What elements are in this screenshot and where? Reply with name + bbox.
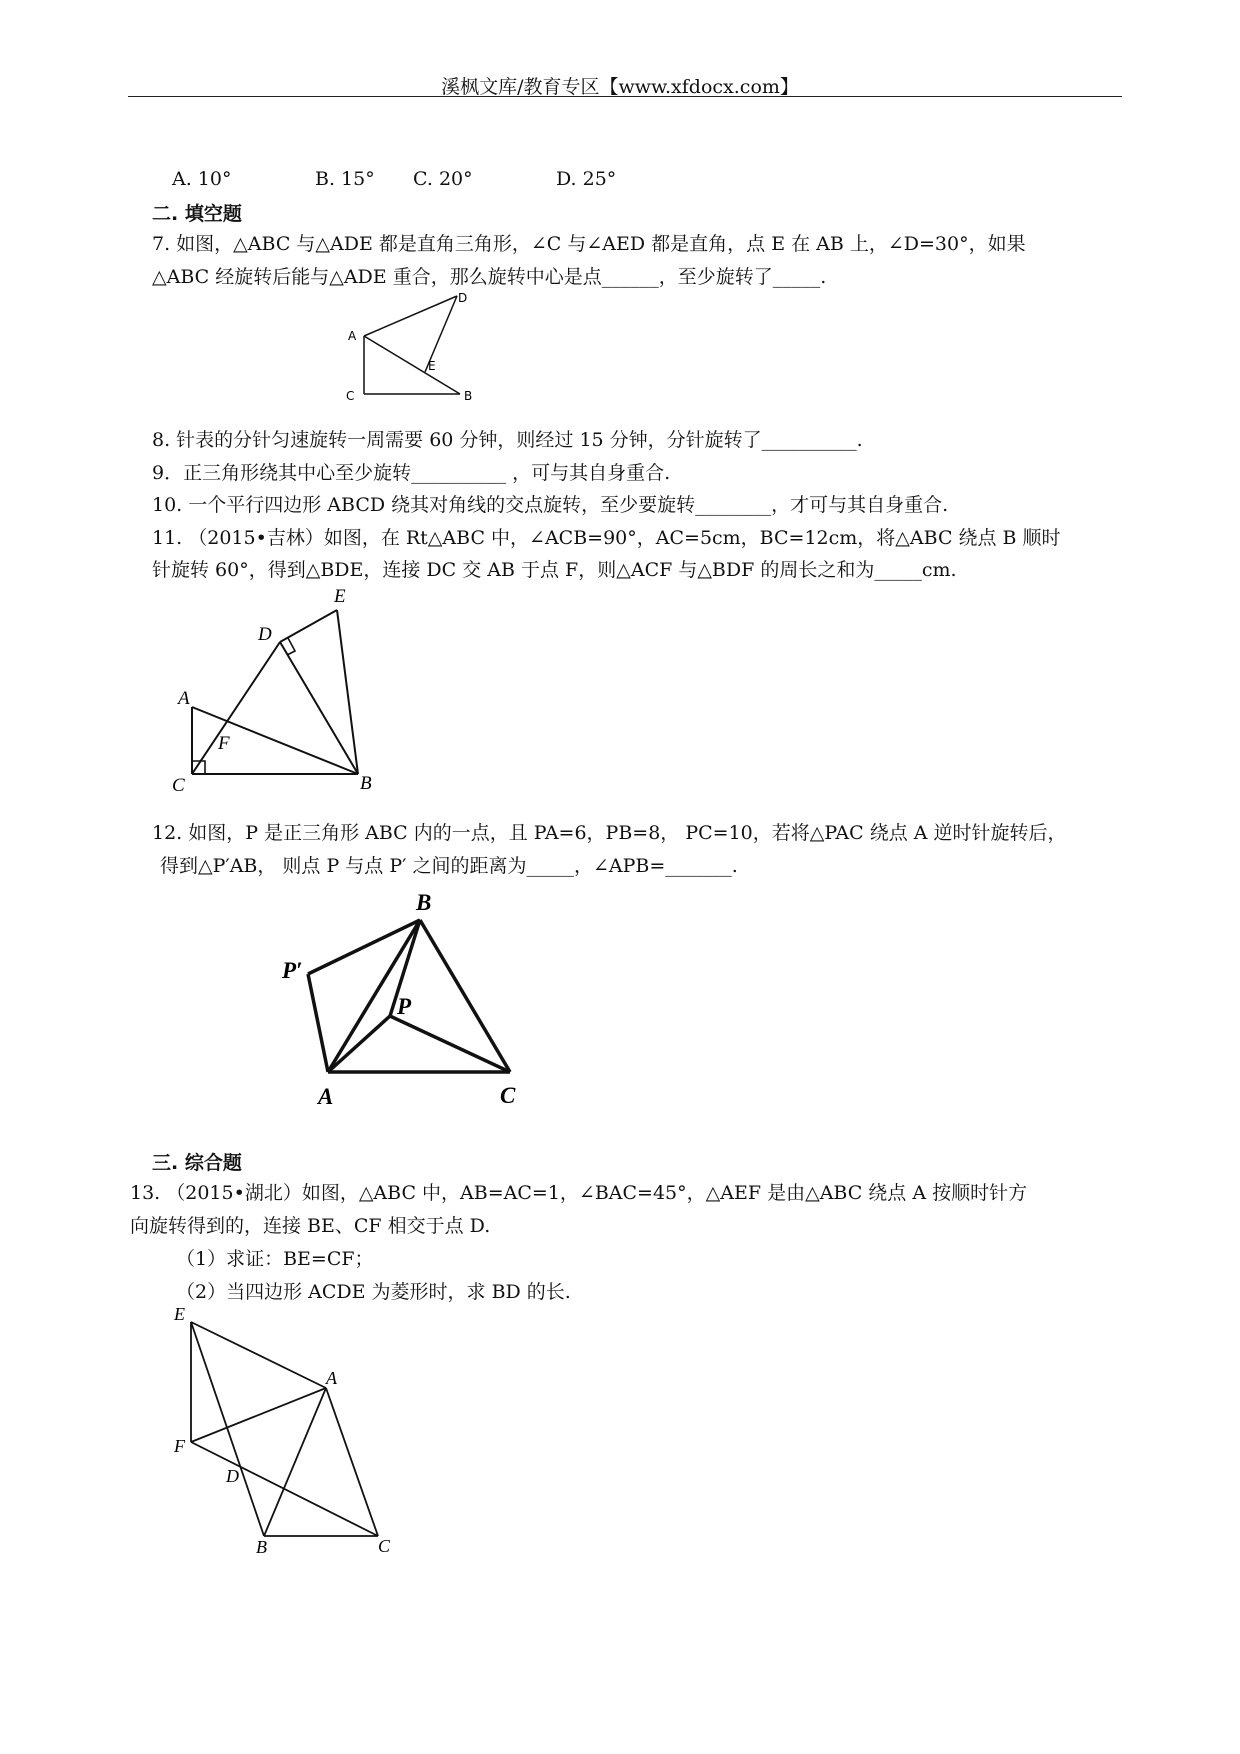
q11-label-a: A: [178, 688, 190, 709]
q13-label-d: D: [226, 1466, 239, 1486]
q13-label-a: A: [326, 1368, 337, 1388]
q11-label-b: B: [360, 773, 372, 794]
q11-segment-dc: [192, 642, 280, 774]
q7-label-b: B: [464, 389, 473, 403]
section-2-title: 二. 填空题: [152, 203, 242, 225]
q13-label-f: F: [174, 1436, 185, 1456]
q6-option-d: D. 25°: [556, 168, 617, 190]
q11-label-d: D: [258, 624, 272, 645]
q13-segment-eb: [191, 1322, 264, 1536]
q7-segment-ab: [364, 336, 460, 394]
q12-figure: [270, 878, 540, 1113]
q11-segment-eb: [337, 610, 358, 774]
q12-label-b: B: [416, 890, 432, 915]
q11-label-e: E: [334, 586, 346, 607]
q13-part2: （2）当四边形 ACDE 为菱形时，求 BD 的长.: [176, 1281, 571, 1303]
q6-option-c: C. 20°: [413, 168, 473, 190]
q12-label-p-prime: P′: [282, 958, 303, 983]
q11-figure: [160, 580, 400, 795]
q12-label-c: C: [500, 1083, 516, 1108]
q7-text-line2: △ABC 经旋转后能与△ADE 重合，那么旋转中心是点______，至少旋转了_____.: [152, 266, 827, 288]
q8-text: 8. 针表的分针匀速旋转一周需要 60 分钟，则经过 15 分钟，分针旋转了__________.: [152, 429, 863, 451]
q13-label-e: E: [174, 1304, 185, 1324]
q13-label-b: B: [256, 1537, 267, 1557]
q12-label-a: A: [318, 1084, 334, 1109]
q12-segment-pa: [328, 1016, 390, 1072]
q11-label-f: F: [218, 733, 230, 754]
q13-segment-ab: [264, 1388, 326, 1536]
q7-text-line1: 7. 如图，△ABC 与△ADE 都是直角三角形，∠C 与∠AED 都是直角，点 E 在 AB 上，∠D=30°，如果: [152, 233, 1026, 255]
q7-figure: [340, 288, 490, 403]
q11-label-c: C: [172, 775, 185, 796]
q6-option-a: A. 10°: [172, 168, 232, 190]
q11-right-angle-d: [287, 638, 295, 655]
q12-label-p: P: [397, 994, 412, 1019]
q12-text-line2: 得到△P′AB， 则点 P 与点 P′ 之间的距离为_____，∠APB=_______.: [160, 855, 738, 877]
q13-part1: （1）求证：BE=CF；: [176, 1248, 374, 1270]
q13-figure: [160, 1300, 410, 1555]
q7-label-c: C: [346, 389, 355, 403]
q10-text: 10. 一个平行四边形 ABCD 绕其对角线的交点旋转，至少要旋转________，才可与其自身重合.: [152, 494, 949, 516]
q13-text-line1: 13. （2015•湖北）如图，△ABC 中，AB=AC=1，∠BAC=45°，△AEF 是由△ABC 绕点 A 按顺时针方: [130, 1182, 1028, 1204]
q13-segment-ea: [191, 1322, 326, 1388]
page-header-title: 溪枫文库/教育专区【www.xfdocx.com】: [441, 76, 799, 98]
q13-text-line2: 向旋转得到的，连接 BE、CF 相交于点 D.: [130, 1215, 491, 1237]
q7-label-e: E: [428, 359, 436, 373]
q11-text-line1: 11. （2015•吉林）如图，在 Rt△ABC 中，∠ACB=90°，AC=5cm，BC=12cm，将△ABC 绕点 B 顺时: [152, 527, 1061, 549]
q13-label-c: C: [378, 1536, 391, 1556]
section-3-title: 三. 综合题: [152, 1152, 242, 1174]
q9-text: 9．正三角形绕其中心至少旋转__________ ，可与其自身重合.: [152, 462, 671, 484]
q12-text-line1: 12. 如图，P 是正三角形 ABC 内的一点，且 PA=6，PB=8， PC=10，若将△PAC 绕点 A 逆时针旋转后，: [152, 822, 1067, 844]
q11-segment-de: [280, 610, 337, 642]
q7-label-a: A: [348, 329, 357, 343]
q12-segment-ppa: [308, 974, 328, 1072]
header-divider: [128, 96, 1122, 97]
q11-text-line2: 针旋转 60°，得到△BDE，连接 DC 交 AB 于点 F，则△ACF 与△BDF 的周长之和为_____cm.: [152, 559, 957, 581]
q11-segment-ab: [192, 707, 358, 774]
q13-segment-fa: [191, 1388, 326, 1442]
q11-segment-db: [280, 642, 358, 774]
q6-option-b: B. 15°: [315, 168, 375, 190]
q7-label-d: D: [458, 291, 468, 305]
